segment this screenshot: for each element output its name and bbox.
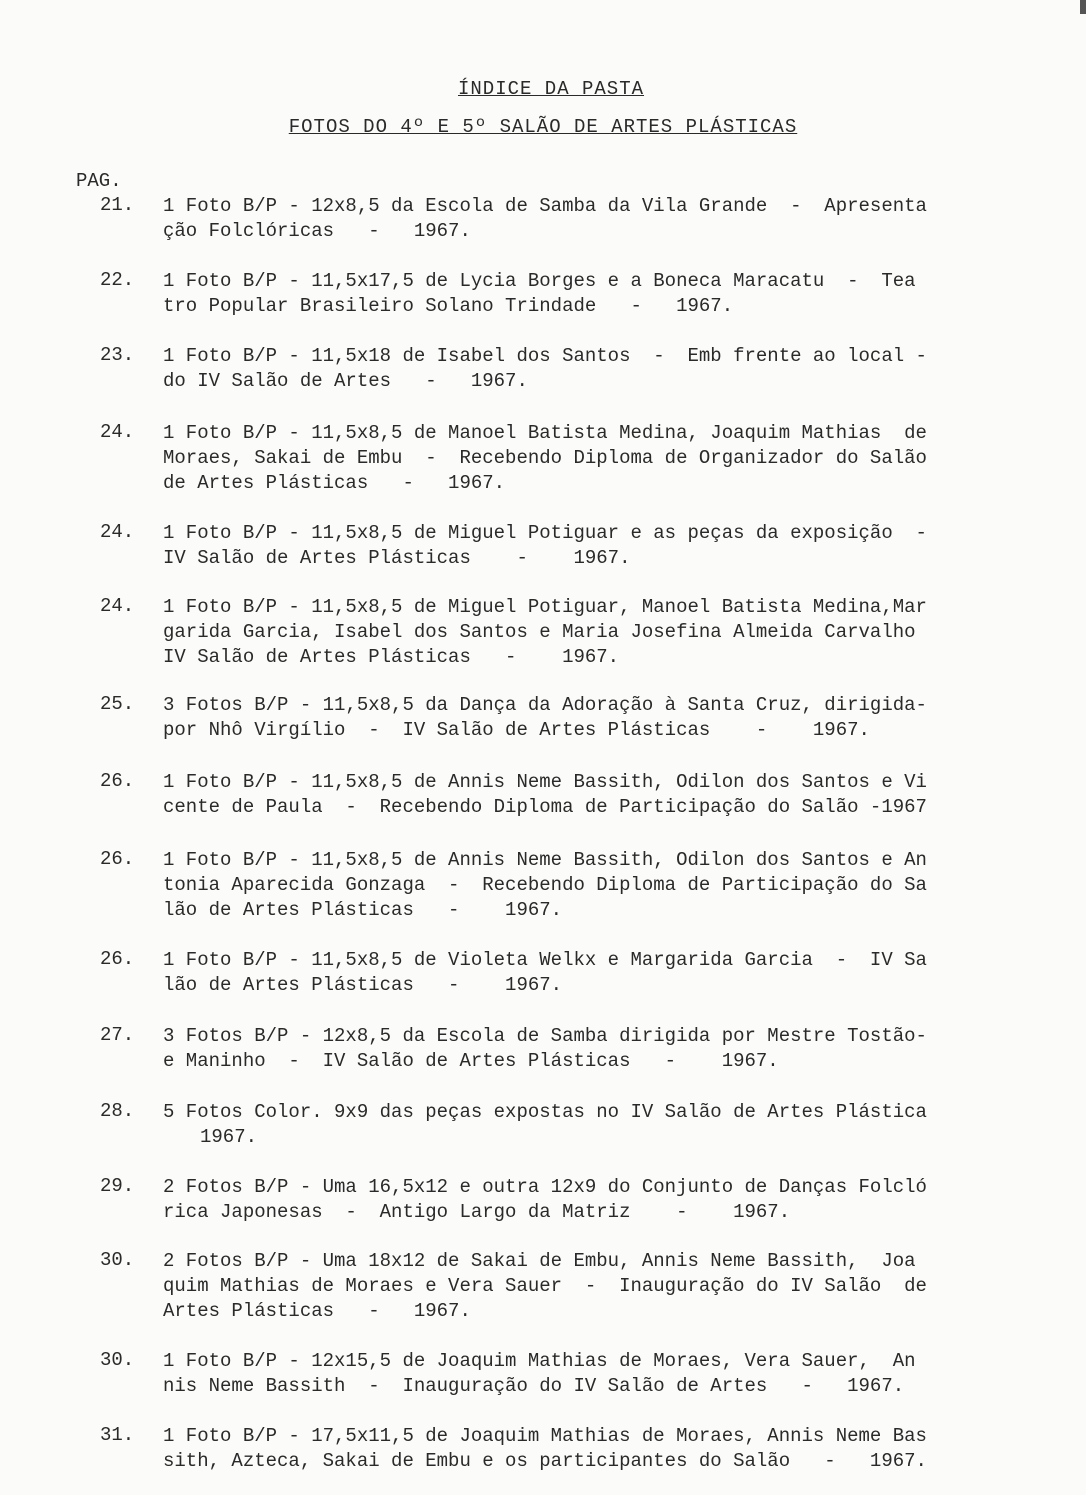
entry-text-line: 1 Foto B/P - 11,5x8,5 de Annis Neme Bassith, Odilon dos Santos e An bbox=[163, 849, 927, 871]
entry-text-line: 1 Foto B/P - 11,5x18 de Isabel dos Santos - Emb frente ao local - bbox=[163, 345, 927, 367]
page-number: 21. bbox=[100, 194, 135, 216]
entry-text-line: lão de Artes Plásticas - 1967. bbox=[163, 899, 563, 921]
entry-text-line: 1967. bbox=[200, 1126, 258, 1148]
entry-text-line: 3 Fotos B/P - 11,5x8,5 da Dança da Adoração à Santa Cruz, dirigida- bbox=[163, 694, 927, 716]
entry-text-line: 1 Foto B/P - 11,5x8,5 de Miguel Potiguar e as peças da exposição - bbox=[163, 522, 927, 544]
entry-text-line: rica Japonesas - Antigo Largo da Matriz - 1967. bbox=[163, 1201, 791, 1223]
page-number: 23. bbox=[100, 344, 135, 366]
entry-text-line: nis Neme Bassith - Inauguração do IV Salão de Artes - 1967. bbox=[163, 1375, 905, 1397]
page-number: 22. bbox=[100, 269, 135, 291]
entry-text-line: ção Folclóricas - 1967. bbox=[163, 220, 471, 242]
page-number: 28. bbox=[100, 1100, 135, 1122]
entry-text-line: 1 Foto B/P - 11,5x17,5 de Lycia Borges e a Boneca Maracatu - Tea bbox=[163, 270, 916, 292]
page-number: 27. bbox=[100, 1024, 135, 1046]
entry-text-line: Moraes, Sakai de Embu - Recebendo Diploma de Organizador do Salão bbox=[163, 447, 927, 469]
entry-text-line: 1 Foto B/P - 11,5x8,5 de Manoel Batista Medina, Joaquim Mathias de bbox=[163, 422, 927, 444]
entry-text-line: 1 Foto B/P - 11,5x8,5 de Annis Neme Bassith, Odilon dos Santos e Vi bbox=[163, 771, 927, 793]
entry-text-line: IV Salão de Artes Plásticas - 1967. bbox=[163, 547, 631, 569]
entry-text-line: cente de Paula - Recebendo Diploma de Participação do Salão -1967 bbox=[163, 796, 927, 818]
entry-text-line: tro Popular Brasileiro Solano Trindade - 1967. bbox=[163, 295, 734, 317]
entry-text-line: 5 Fotos Color. 9x9 das peças expostas no IV Salão de Artes Plástica bbox=[163, 1101, 927, 1123]
page-number: 30. bbox=[100, 1349, 135, 1371]
entry-text-line: 3 Fotos B/P - 12x8,5 da Escola de Samba dirigida por Mestre Tostão- bbox=[163, 1025, 927, 1047]
page-number: 26. bbox=[100, 770, 135, 792]
entry-text-line: 1 Foto B/P - 12x8,5 da Escola de Samba da Vila Grande - Apresenta bbox=[163, 195, 927, 217]
entry-text-line: IV Salão de Artes Plásticas - 1967. bbox=[163, 646, 620, 668]
entry-text-line: 1 Foto B/P - 11,5x8,5 de Miguel Potiguar, Manoel Batista Medina,Mar bbox=[163, 596, 927, 618]
page-title: ÍNDICE DA PASTA bbox=[457, 78, 645, 100]
page-number: 24. bbox=[100, 521, 135, 543]
entry-text-line: 2 Fotos B/P - Uma 18x12 de Sakai de Embu, Annis Neme Bassith, Joa bbox=[163, 1250, 916, 1272]
entry-text-line: sith, Azteca, Sakai de Embu e os participantes do Salão - 1967. bbox=[163, 1450, 927, 1472]
entry-text-line: garida Garcia, Isabel dos Santos e Maria Josefina Almeida Carvalho bbox=[163, 621, 916, 643]
pag-column-label: PAG. bbox=[76, 170, 122, 192]
entry-text-line: 1 Foto B/P - 17,5x11,5 de Joaquim Mathias de Moraes, Annis Neme Bas bbox=[163, 1425, 927, 1447]
entry-text-line: quim Mathias de Moraes e Vera Sauer - Inauguração do IV Salão de bbox=[163, 1275, 927, 1297]
page-number: 26. bbox=[100, 848, 135, 870]
entry-text-line: e Maninho - IV Salão de Artes Plásticas - 1967. bbox=[163, 1050, 779, 1072]
page-number: 24. bbox=[100, 595, 135, 617]
entry-text-line: por Nhô Virgílio - IV Salão de Artes Plásticas - 1967. bbox=[163, 719, 870, 741]
entry-text-line: 1 Foto B/P - 11,5x8,5 de Violeta Welkx e Margarida Garcia - IV Sa bbox=[163, 949, 927, 971]
scan-edge-mark bbox=[1080, 0, 1086, 14]
page-number: 29. bbox=[100, 1175, 135, 1197]
entry-text-line: do IV Salão de Artes - 1967. bbox=[163, 370, 528, 392]
page-number: 30. bbox=[100, 1249, 135, 1271]
page-number: 26. bbox=[100, 948, 135, 970]
page-number: 25. bbox=[100, 693, 135, 715]
page-number: 31. bbox=[100, 1424, 135, 1446]
entry-text-line: Artes Plásticas - 1967. bbox=[163, 1300, 471, 1322]
page-subtitle: FOTOS DO 4º E 5º SALÃO DE ARTES PLÁSTICAS bbox=[288, 116, 798, 138]
entry-text-line: 1 Foto B/P - 12x15,5 de Joaquim Mathias de Moraes, Vera Sauer, An bbox=[163, 1350, 916, 1372]
entry-text-line: 2 Fotos B/P - Uma 16,5x12 e outra 12x9 do Conjunto de Danças Folcló bbox=[163, 1176, 927, 1198]
page-number: 24. bbox=[100, 421, 135, 443]
entry-text-line: de Artes Plásticas - 1967. bbox=[163, 472, 506, 494]
entry-text-line: lão de Artes Plásticas - 1967. bbox=[163, 974, 563, 996]
entry-text-line: tonia Aparecida Gonzaga - Recebendo Diploma de Participação do Sa bbox=[163, 874, 927, 896]
